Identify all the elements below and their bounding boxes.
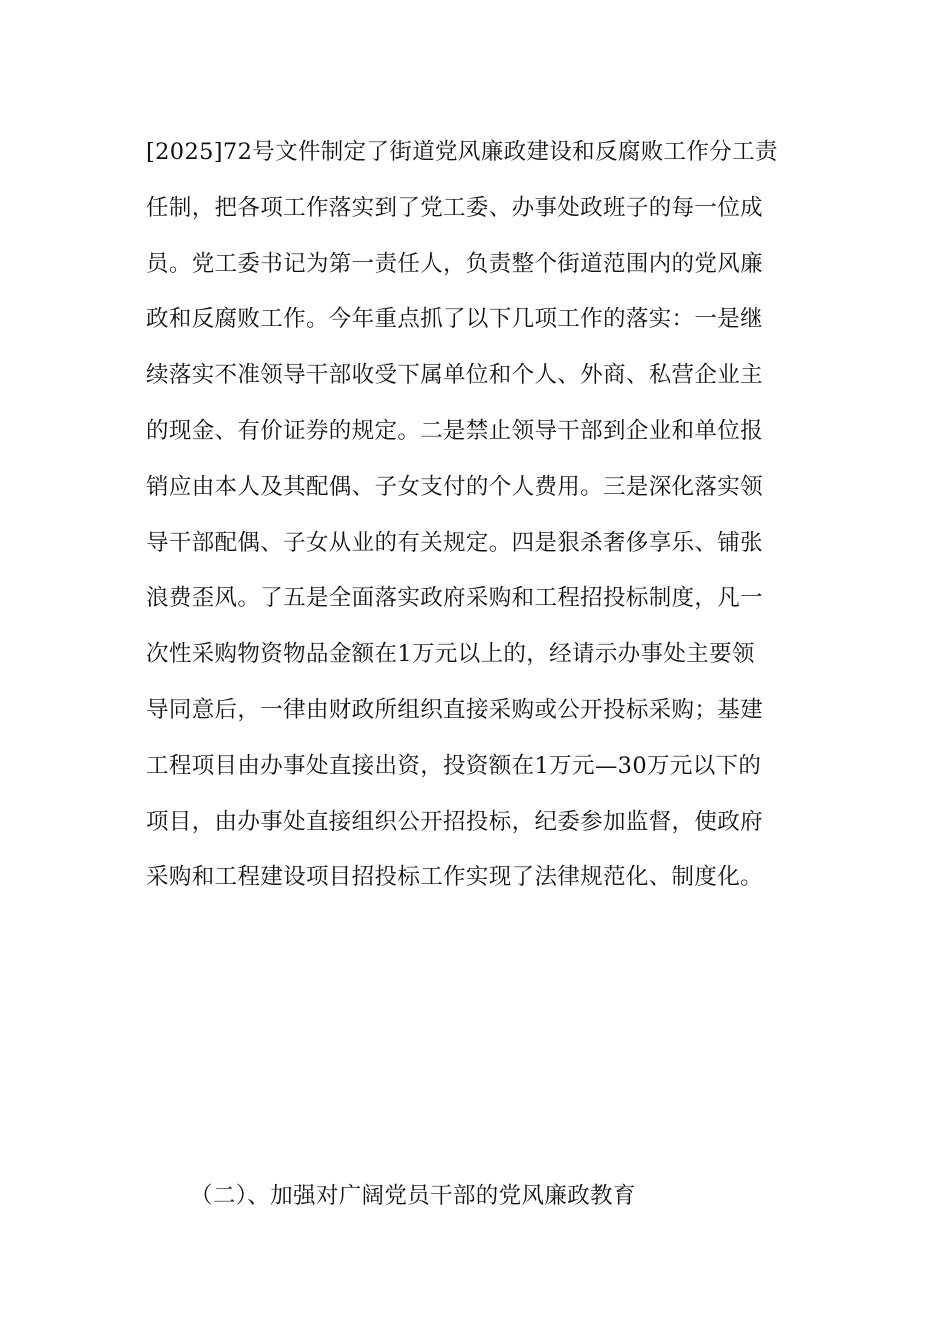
paragraph-line: 次性采购物资物品金额在1万元以上的，经请示办事处主要领 bbox=[146, 641, 755, 668]
paragraph-line: 销应由本人及其配偶、子女支付的个人费用。三是深化落实领 bbox=[146, 473, 763, 500]
paragraph-line: 采购和工程建设项目招投标工作实现了法律规范化、制度化。 bbox=[146, 864, 763, 891]
paragraph-line: 的现金、有价证券的规定。二是禁止领导干部到企业和单位报 bbox=[146, 417, 763, 444]
paragraph-line: 导干部配偶、子女从业的有关规定。四是狠杀奢侈享乐、铺张 bbox=[146, 529, 763, 556]
body-paragraph bbox=[146, 125, 826, 906]
paragraph-line: [2025]72号文件制定了街道党风廉政建设和反腐败工作分工责 bbox=[146, 139, 778, 165]
paragraph-line: 续落实不准领导干部收受下属单位和个人、外商、私营企业主 bbox=[146, 362, 763, 389]
paragraph-line: 导同意后，一律由财政所组织直接采购或公开投标采购；基建 bbox=[146, 696, 763, 723]
paragraph-line: 浪费歪风。了五是全面落实政府采购和工程招投标制度，凡一 bbox=[146, 585, 763, 612]
paragraph-line: 员。党工委书记为第一责任人，负责整个街道范围内的党风廉 bbox=[146, 250, 763, 277]
paragraph-line: 项目，由办事处直接组织公开招投标，纪委参加监督，使政府 bbox=[146, 808, 763, 835]
paragraph-line: 工程项目由办事处直接出资，投资额在1万元—30万元以下的 bbox=[146, 752, 762, 779]
section-heading: （二）、加强对广阔党员干部的党风廉政教育 bbox=[190, 1183, 636, 1209]
paragraph-line: 任制，把各项工作落实到了党工委、办事处政班子的每一位成 bbox=[146, 194, 763, 221]
paragraph-line: 政和反腐败工作。今年重点抓了以下几项工作的落实：一是继 bbox=[146, 306, 763, 333]
